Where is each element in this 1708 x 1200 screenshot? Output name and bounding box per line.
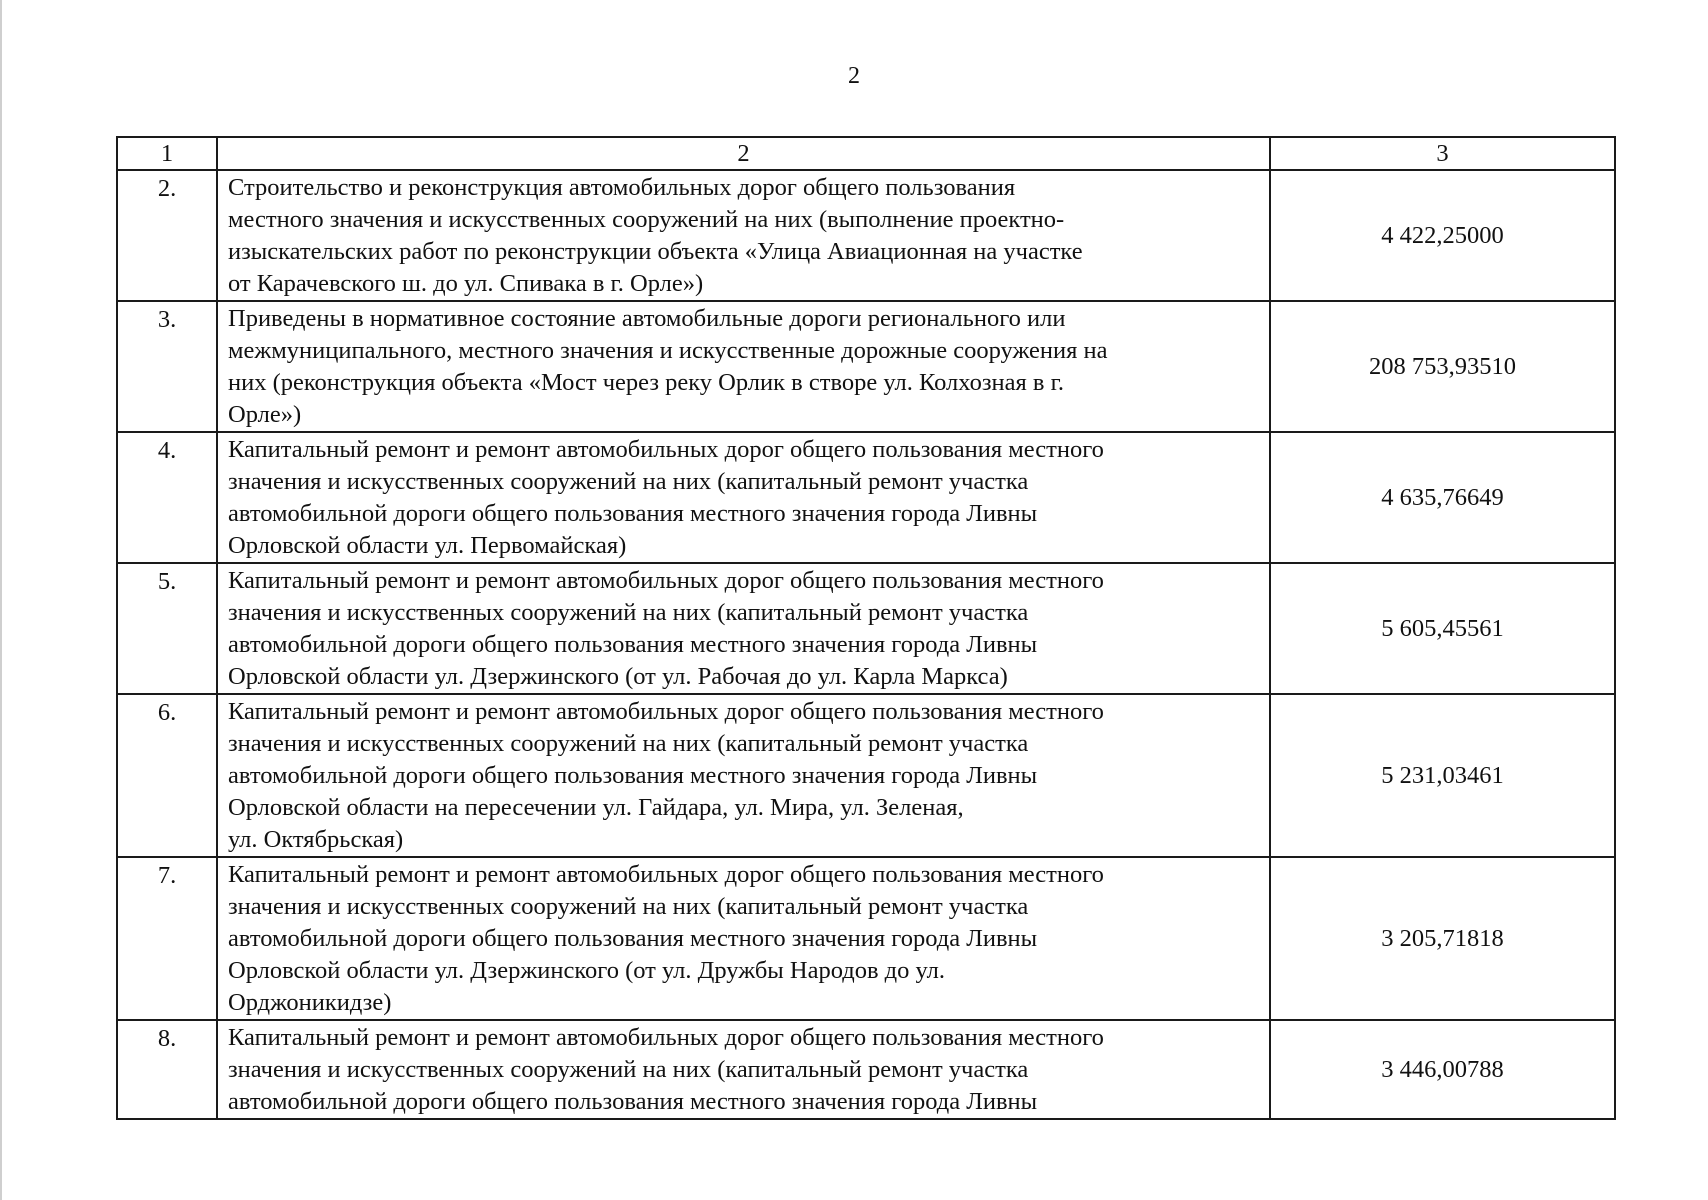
description-line: Капитальный ремонт и ремонт автомобильных дорог общего пользования местного — [228, 861, 1104, 888]
description-line: автомобильной дороги общего пользования местного значения города Ливны — [228, 925, 1038, 952]
row-number: 7. — [117, 857, 217, 1020]
description-line: значения и искусственных сооружений на них (капитальный ремонт участка — [228, 893, 1029, 920]
table-row — [117, 301, 1615, 432]
description-line: Капитальный ремонт и ремонт автомобильных дорог общего пользования местного — [228, 436, 1104, 463]
description-line: них (реконструкция объекта «Мост через реку Орлик в створе ул. Колхозная в г. — [228, 369, 1064, 396]
description-line: автомобильной дороги общего пользования местного значения города Ливны — [228, 500, 1038, 527]
row-description — [217, 1020, 1270, 1119]
table-row — [117, 170, 1615, 301]
row-number: 4. — [117, 432, 217, 563]
table-row — [117, 857, 1615, 1020]
description-line: значения и искусственных сооружений на них (капитальный ремонт участка — [228, 1056, 1029, 1083]
description-line: Капитальный ремонт и ремонт автомобильных дорог общего пользования местного — [228, 567, 1104, 594]
row-amount: 208 753,93510 — [1270, 301, 1615, 432]
row-number: 5. — [117, 563, 217, 694]
description-line: изыскательских работ по реконструкции объекта «Улица Авиационная на участке — [228, 238, 1083, 265]
description-line: Приведены в нормативное состояние автомобильные дороги регионального или — [228, 305, 1066, 332]
table-row — [117, 694, 1615, 857]
header-cell-3: 3 — [1270, 137, 1615, 170]
description-line: значения и искусственных сооружений на них (капитальный ремонт участка — [228, 730, 1029, 757]
row-description — [217, 563, 1270, 694]
row-amount: 3 446,00788 — [1270, 1020, 1615, 1119]
description-line: Орловской области ул. Первомайская) — [228, 532, 627, 559]
row-number: 8. — [117, 1020, 217, 1119]
row-amount: 5 605,45561 — [1270, 563, 1615, 694]
description-line: ул. Октябрьская) — [228, 826, 404, 853]
scan-edge — [0, 0, 2, 1200]
table-row — [117, 1020, 1615, 1119]
description-line: автомобильной дороги общего пользования местного значения города Ливны — [228, 1088, 1038, 1115]
row-number: 2. — [117, 170, 217, 301]
description-line: Орджоникидзе) — [228, 989, 392, 1016]
row-number: 3. — [117, 301, 217, 432]
description-line: Капитальный ремонт и ремонт автомобильных дорог общего пользования местного — [228, 698, 1104, 725]
row-description — [217, 694, 1270, 857]
row-amount: 3 205,71818 — [1270, 857, 1615, 1020]
description-line: местного значения и искусственных сооружений на них (выполнение проектно- — [228, 206, 1065, 233]
row-description — [217, 857, 1270, 1020]
description-line: автомобильной дороги общего пользования местного значения города Ливны — [228, 631, 1038, 658]
description-line: Орловской области ул. Дзержинского (от ул. Дружбы Народов до ул. — [228, 957, 946, 984]
page-number: 2 — [848, 63, 860, 89]
description-line: Орловской области на пересечении ул. Гайдара, ул. Мира, ул. Зеленая, — [228, 794, 964, 821]
row-description — [217, 170, 1270, 301]
row-description — [217, 432, 1270, 563]
description-line: от Карачевского ш. до ул. Спивака в г. Орле») — [228, 270, 704, 297]
table-body — [117, 170, 1615, 1119]
header-cell-1: 1 — [117, 137, 217, 170]
description-line: межмуниципального, местного значения и искусственные дорожные сооружения на — [228, 337, 1108, 364]
row-amount: 4 422,25000 — [1270, 170, 1615, 301]
description-line: Капитальный ремонт и ремонт автомобильных дорог общего пользования местного — [228, 1024, 1104, 1051]
description-line: Строительство и реконструкция автомобильных дорог общего пользования — [228, 174, 1016, 201]
row-amount: 5 231,03461 — [1270, 694, 1615, 857]
description-line: Орловской области ул. Дзержинского (от ул. Рабочая до ул. Карла Маркса) — [228, 663, 1008, 690]
budget-table — [116, 136, 1616, 1120]
row-amount: 4 635,76649 — [1270, 432, 1615, 563]
description-line: значения и искусственных сооружений на них (капитальный ремонт участка — [228, 468, 1029, 495]
row-description — [217, 301, 1270, 432]
description-line: значения и искусственных сооружений на них (капитальный ремонт участка — [228, 599, 1029, 626]
table-row — [117, 432, 1615, 563]
description-line: автомобильной дороги общего пользования местного значения города Ливны — [228, 762, 1038, 789]
description-line: Орле») — [228, 401, 302, 428]
row-number: 6. — [117, 694, 217, 857]
header-cell-2: 2 — [217, 137, 1270, 170]
table-header-row — [117, 137, 1615, 170]
table-row — [117, 563, 1615, 694]
